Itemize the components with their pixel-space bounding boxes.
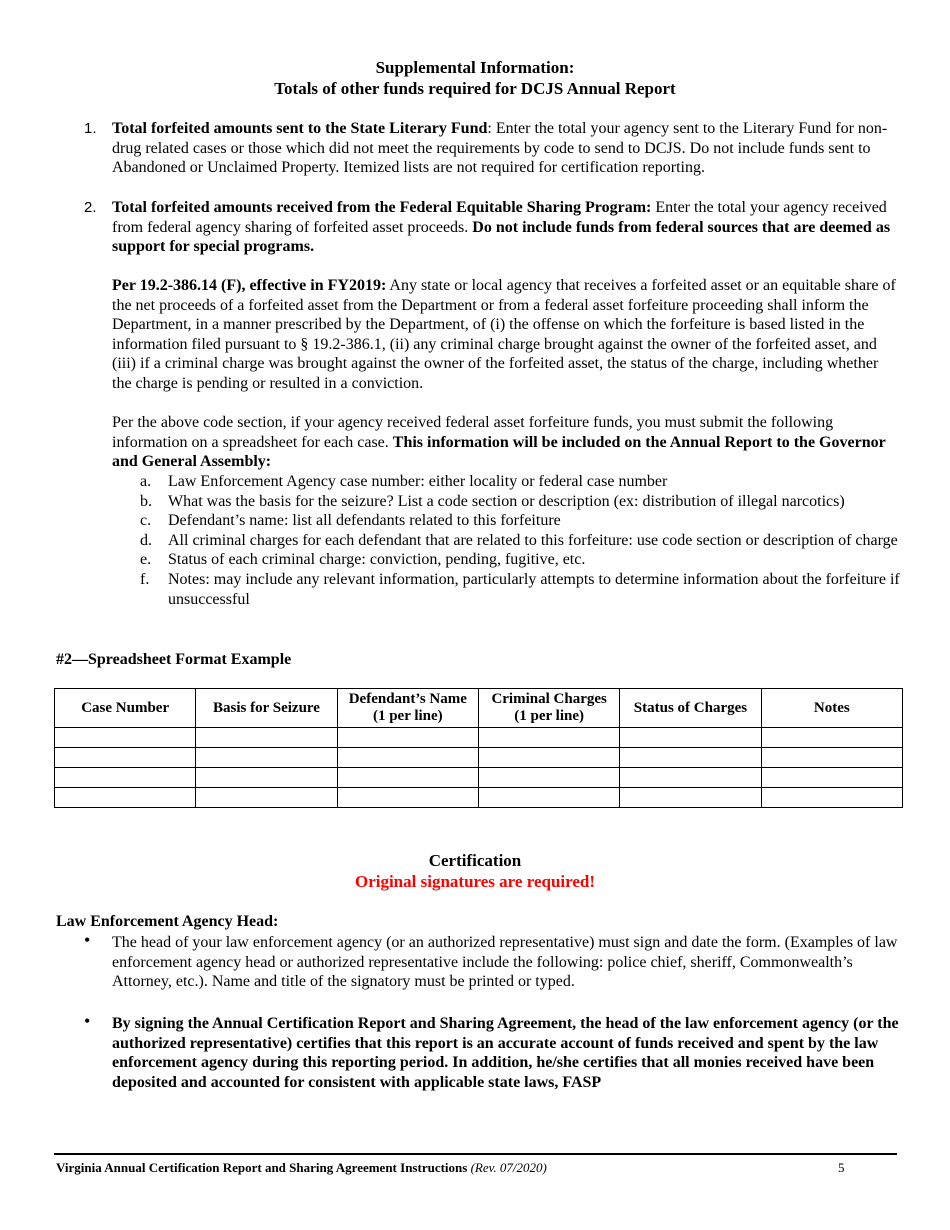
table-cell[interactable] xyxy=(196,728,337,748)
item1-bold: Total forfeited amounts sent to the State Literary Fund xyxy=(112,120,488,137)
table-cell[interactable] xyxy=(478,788,619,808)
per-code-paragraph xyxy=(112,276,897,394)
list-item xyxy=(112,492,902,512)
footer-title xyxy=(56,1158,547,1178)
list-letter: b. xyxy=(140,492,152,510)
column-header-basis: Basis for Seizure xyxy=(196,689,337,728)
item1-text: : Enter the total your agency sent to the Literary Fund for non-drug related cases or those which did not meet the requirements by code to send to DCJS. Do not include funds sent to Abandoned or Unclaimed Property. Itemized lists are not required for certification reporting. xyxy=(112,120,888,177)
list-item xyxy=(112,472,902,492)
list-item xyxy=(112,511,902,531)
spreadsheet-heading: #2—Spreadsheet Format Example xyxy=(56,651,292,668)
item1-number: 1. xyxy=(84,120,97,137)
footer-revision: (Rev. 07/2020) xyxy=(470,1160,547,1175)
list-letter: c. xyxy=(140,512,152,530)
table-cell[interactable] xyxy=(620,728,761,748)
column-header-case-number: Case Number xyxy=(55,689,196,728)
table-cell[interactable] xyxy=(620,748,761,768)
table-header-row xyxy=(55,689,903,728)
spreadsheet-example-table xyxy=(54,688,903,808)
table-cell[interactable] xyxy=(620,788,761,808)
item2-paragraph xyxy=(112,198,897,257)
item2-bold2: Do not include funds from federal sources that are deemed as support for special programs. xyxy=(112,218,891,256)
list-text: Notes: may include any relevant information, particularly attempts to determine information about the forfeiture if unsuccessful xyxy=(168,570,900,608)
item2-bold: Total forfeited amounts received from the Federal Equitable Sharing Program: xyxy=(112,199,652,216)
per-above-bold: This information will be included on the Annual Report to the Governor and General Assembly: xyxy=(112,433,886,471)
list-item xyxy=(112,531,902,551)
page-title-line1: Supplemental Information: xyxy=(375,58,575,77)
bullet-icon: • xyxy=(84,930,91,950)
footer-title-text: Virginia Annual Certification Report and Sharing Agreement Instructions xyxy=(56,1160,468,1175)
table-cell[interactable] xyxy=(478,728,619,748)
column-header-notes: Notes xyxy=(761,689,902,728)
table-cell[interactable] xyxy=(196,748,337,768)
table-row xyxy=(55,768,903,788)
list-text: Law Enforcement Agency case number: either locality or federal case number xyxy=(168,473,668,490)
table-cell[interactable] xyxy=(478,768,619,788)
certification-title: Certification xyxy=(428,851,522,870)
list-letter: a. xyxy=(140,473,152,490)
list-text: What was the basis for the seizure? List a code section or description (ex: distribution of illegal narcotics) xyxy=(168,492,845,510)
list-item xyxy=(112,570,902,609)
table-cell[interactable] xyxy=(337,728,478,748)
table-cell[interactable] xyxy=(196,768,337,788)
table-row xyxy=(55,728,903,748)
table-cell[interactable] xyxy=(55,788,196,808)
table-cell[interactable] xyxy=(761,728,902,748)
table-cell[interactable] xyxy=(337,768,478,788)
column-header-status: Status of Charges xyxy=(620,689,761,728)
table-cell[interactable] xyxy=(337,748,478,768)
table-row xyxy=(55,748,903,768)
list-letter: d. xyxy=(140,531,152,549)
per-code-text: Any state or local agency that receives a forfeited asset or an equitable share of the net proceeds of a forfeited asset from the Department or from a federal asset forfeiture proceeding shall inform the Department, in a manner prescribed by the Department, of (i) the offense on which the forfeiture is based listed in the information filed pursuant to § 19.2-386.1, (ii) any criminal charge brought against the owner of the forfeited asset, and (iii) if a criminal charge was brought against the owner of the forfeited asset, the status of the charge, including whether the charge is pending or resulted in a conviction. xyxy=(112,277,896,392)
table-cell[interactable] xyxy=(55,748,196,768)
page-title-line2: Totals of other funds required for DCJS Annual Report xyxy=(274,79,676,98)
list-text: Status of each criminal charge: conviction, pending, fugitive, etc. xyxy=(168,551,586,569)
table-cell[interactable] xyxy=(337,788,478,808)
column-header-defendant: Defendant’s Name (1 per line) xyxy=(337,689,478,728)
bullet-icon: • xyxy=(84,1011,91,1031)
agency-head-heading: Law Enforcement Agency Head: xyxy=(56,913,279,930)
list-text: Defendant’s name: list all defendants related to this forfeiture xyxy=(168,512,561,530)
table-cell[interactable] xyxy=(55,728,196,748)
list-item xyxy=(112,550,902,570)
certification-subtitle: Original signatures are required! xyxy=(354,872,596,891)
footer-divider xyxy=(54,1153,897,1155)
table-cell[interactable] xyxy=(196,788,337,808)
per-above-text: Per the above code section, if your agency received federal asset forfeiture funds, you must submit the following information on a spreadsheet for each case. xyxy=(112,414,834,451)
table-row xyxy=(55,788,903,808)
table-cell[interactable] xyxy=(761,748,902,768)
column-header-charges: Criminal Charges (1 per line) xyxy=(478,689,619,728)
page-number: 5 xyxy=(838,1160,845,1175)
item2-text: Enter the total your agency received from federal agency sharing of forfeited asset proceeds. xyxy=(112,199,887,236)
list-letter: e. xyxy=(140,551,152,569)
table-cell[interactable] xyxy=(55,768,196,788)
table-cell[interactable] xyxy=(761,788,902,808)
item1-paragraph xyxy=(112,119,897,178)
per-above-paragraph xyxy=(112,413,897,472)
item2-number: 2. xyxy=(84,199,97,216)
table-cell[interactable] xyxy=(761,768,902,788)
table-cell[interactable] xyxy=(620,768,761,788)
table-cell[interactable] xyxy=(478,748,619,768)
requirements-list xyxy=(112,472,902,609)
agency-head-bullet1: The head of your law enforcement agency (or an authorized representative) must sign and date the form. (Examples of law enforcement agency head or authorized representative include the following: police chief, sheriff, Commonwealth’s Attorney, etc.). Name and title of the signatory must be printed or typed. xyxy=(112,934,898,991)
per-code-bold: Per 19.2-386.14 (F), effective in FY2019: xyxy=(112,277,387,294)
agency-head-bullet2: By signing the Annual Certification Report and Sharing Agreement, the head of the law enforcement agency (or the authorized representative) certifies that this report is an accurate account of funds received and spent by the law enforcement agency during this reporting period. In addition, he/she certifies that all monies received have been deposited and accounted for consistent with applicable state laws, FASP xyxy=(112,1015,899,1091)
list-text: All criminal charges for each defendant that are related to this forfeiture: use code section or description of charge xyxy=(168,531,898,549)
list-letter: f. xyxy=(140,570,150,588)
